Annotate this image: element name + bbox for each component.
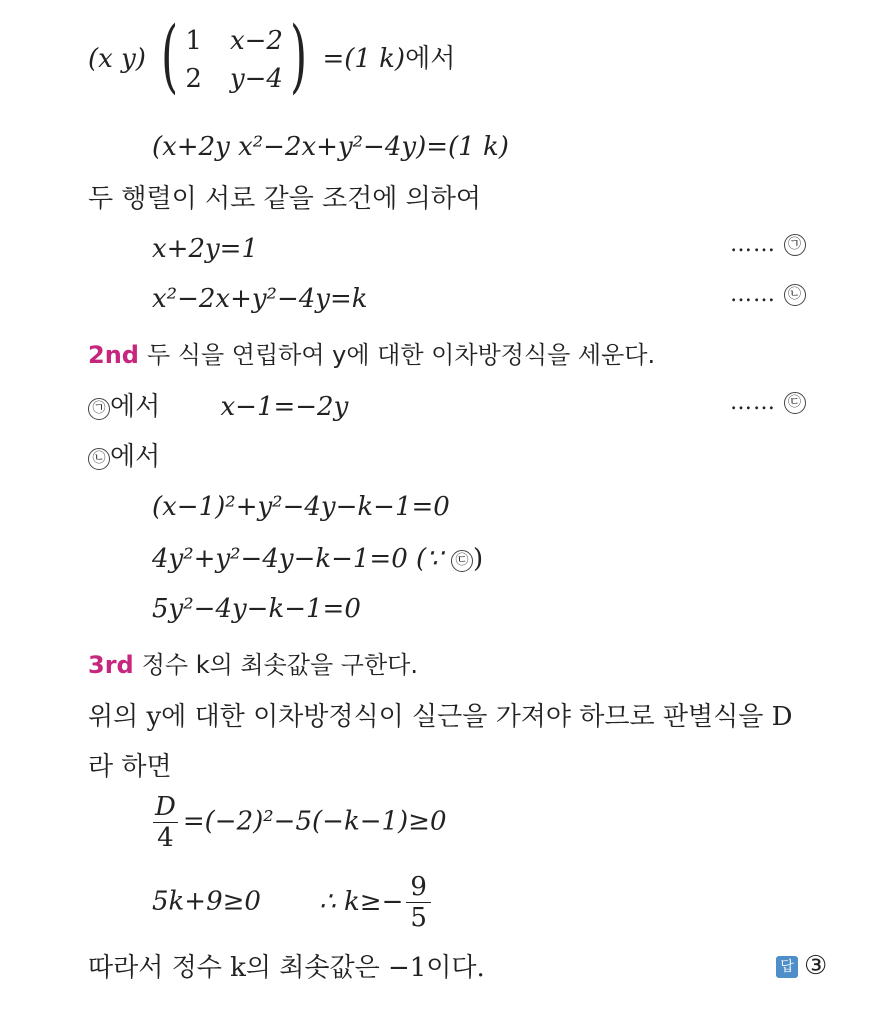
label-circle-1: ㉠ — [88, 398, 110, 420]
equation-7: 5y²−4y−k−1=0 — [152, 594, 361, 624]
matrix-entry: 1 — [185, 26, 202, 56]
label-circle-2: ㉡ — [784, 284, 806, 306]
matrix-entry: x−2 — [229, 26, 283, 56]
equation-3: ㉠ 에서 x−1=−2y — [88, 390, 348, 424]
matrix-2x2: ( 1 x−2 2 y−4 ) — [161, 9, 308, 102]
equation-2-marker: …… ㉡ — [730, 282, 806, 307]
equation-3-marker: …… ㉢ — [730, 390, 806, 415]
answer-icon: 답 — [776, 956, 798, 978]
step-3-heading — [88, 648, 418, 682]
step-2-heading — [88, 338, 655, 372]
equation-discriminant: $\frac{D}{4}$ =(−2)²−5(−k−1)≥0 — [148, 792, 447, 853]
step-2-text: 두 식을 연립하여 y에 대한 이차방정식을 세운다. — [146, 341, 656, 369]
equation-2: x²−2x+y²−4y=k — [152, 284, 368, 314]
step-2-tag: 2nd — [88, 341, 139, 369]
matrix-entry: y−4 — [229, 64, 283, 94]
label-circle-3: ㉢ — [451, 550, 473, 572]
label-circle-3: ㉢ — [784, 392, 806, 414]
text-condition: 두 행렬이 서로 같을 조건에 의하여 — [88, 184, 481, 214]
answer-value: ③ — [804, 951, 828, 981]
conclusion-text: 따라서 정수 k의 최솟값은 −1이다. — [88, 953, 485, 983]
equation-inequality: 5k+9≥0 ∴ k≥− $\frac{9}{5}$ — [152, 872, 434, 933]
equation-3-body: x−1=−2y — [220, 392, 349, 422]
suffix-text: 에서 — [405, 44, 456, 74]
paragraph-line-1: 위의 y에 대한 이차방정식이 실근을 가져야 하므로 판별식을 D — [88, 702, 793, 732]
equation-expanded: (x+2y x²−2x+y²−4y)=(1 k) — [152, 132, 509, 162]
rhs-vector: =(1 k) — [322, 44, 406, 74]
equation-5: (x−1)²+y²−4y−k−1=0 — [152, 492, 450, 522]
label-circle-1: ㉠ — [784, 234, 806, 256]
equation-matrix-product — [88, 9, 456, 102]
step-3-tag: 3rd — [88, 651, 134, 679]
equation-1-marker: …… ㉠ — [730, 232, 806, 257]
label-circle-2: ㉡ — [88, 448, 110, 470]
answer — [776, 951, 827, 981]
equation-4-heading: ㉡ 에서 — [88, 440, 160, 474]
paragraph-line-2: 라 하면 — [88, 752, 172, 782]
step-3-text: 정수 k의 최솟값을 구한다. — [141, 651, 418, 679]
equation-1: x+2y=1 — [152, 234, 259, 264]
fraction-d-over-4: $\frac{D}{4}$ — [155, 792, 176, 853]
equation-6: 4y²+y²−4y−k−1=0 (∵ ㉢ ) — [152, 544, 484, 574]
fraction-9-over-5: $\frac{9}{5}$ — [406, 872, 431, 933]
matrix-entry: 2 — [185, 64, 202, 94]
row-vector: (x y) — [88, 44, 146, 74]
